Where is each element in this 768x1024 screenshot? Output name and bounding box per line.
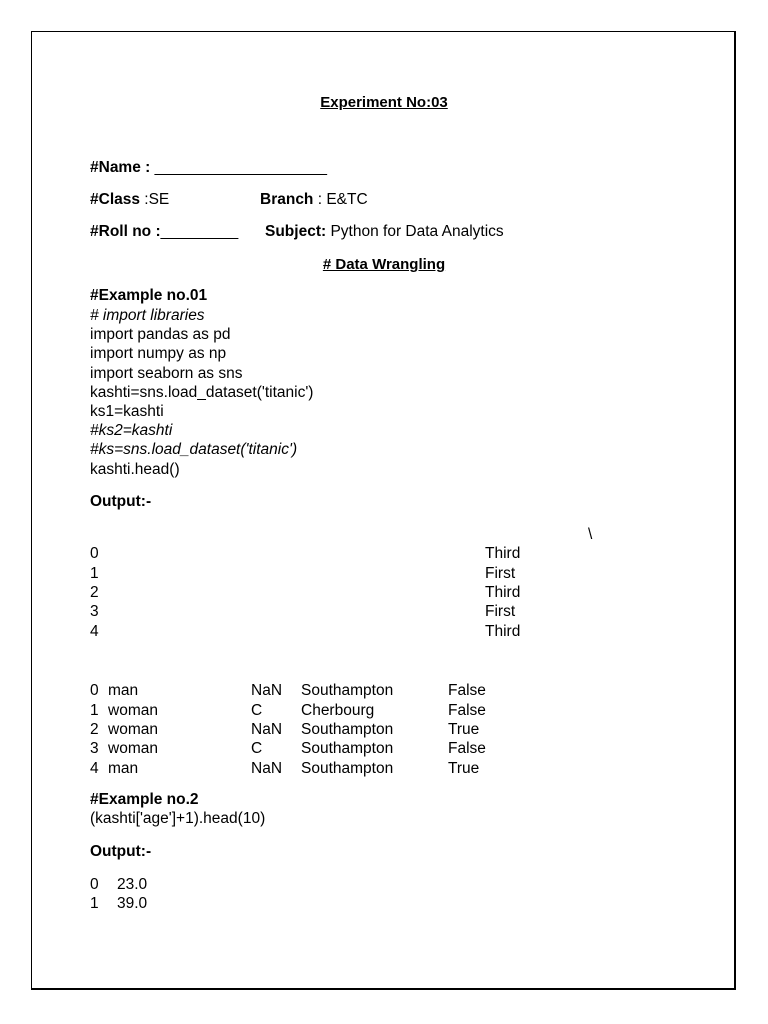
table-cell: C <box>251 740 263 758</box>
table-cell: Cherbourg <box>301 701 375 719</box>
table-header-cell: \ <box>588 526 593 543</box>
branch-label: Branch <box>260 191 314 208</box>
experiment-title: Experiment No:03 <box>320 94 448 111</box>
code-line: import seaborn as sns <box>90 364 243 382</box>
table-cell: 0 <box>90 682 99 700</box>
subject-line <box>265 223 504 241</box>
table-cell: False <box>448 701 486 719</box>
code-line: # import libraries <box>90 307 205 324</box>
table-cell: Third <box>485 545 521 563</box>
table-cell: First <box>485 564 516 582</box>
subject-value: Python for Data Analytics <box>326 223 504 240</box>
branch-line <box>260 191 368 209</box>
name-blank: ____________________ <box>154 159 328 176</box>
table-cell: Southampton <box>301 682 394 700</box>
table-cell: Third <box>485 583 521 601</box>
example2-code: (kashti['age']+1).head(10) <box>90 810 266 827</box>
table-cell: 0 <box>90 545 99 563</box>
table-cell: 1 <box>90 564 99 582</box>
table-cell: woman <box>108 740 158 758</box>
example2-heading: #Example no.2 <box>90 791 199 808</box>
table-cell: 3 <box>90 740 99 758</box>
roll-blank: _________ <box>160 223 239 240</box>
code-line: #ks=sns.load_dataset('titanic') <box>90 441 298 459</box>
class-label: #Class <box>90 191 140 208</box>
table-cell: False <box>448 740 486 758</box>
table-cell: Southampton <box>301 740 394 758</box>
name-label: #Name : <box>90 159 151 176</box>
table-cell: True <box>448 720 480 738</box>
table-cell: 3 <box>90 603 99 621</box>
table-cell: 1 <box>90 701 99 719</box>
roll-line <box>90 223 238 241</box>
table-cell: 0 <box>90 876 99 893</box>
table-cell: False <box>448 682 486 700</box>
table-cell: Southampton <box>301 759 394 777</box>
table-cell: C <box>251 701 263 719</box>
table-cell: Southampton <box>301 720 394 738</box>
code-line: ks1=kashti <box>90 403 164 421</box>
code-line: kashti=sns.load_dataset('titanic') <box>90 383 314 401</box>
table-cell: woman <box>108 720 158 738</box>
class-line <box>90 191 169 209</box>
code-line: import pandas as pd <box>90 326 231 344</box>
table-cell: NaN <box>251 682 283 700</box>
table-cell: 4 <box>90 759 99 777</box>
table-cell: 2 <box>90 583 99 601</box>
example1-code <box>90 306 313 479</box>
table-cell: NaN <box>251 759 283 777</box>
table-cell: man <box>108 682 139 700</box>
code-line: import numpy as np <box>90 345 227 363</box>
branch-value: : E&TC <box>313 191 368 208</box>
code-line: kashti.head() <box>90 460 180 478</box>
table-cell: Third <box>485 622 521 640</box>
example1-output-label: Output:- <box>90 493 152 510</box>
example2-output-label: Output:- <box>90 843 152 860</box>
section-title: # Data Wrangling <box>322 256 446 273</box>
table-cell: 23.0 <box>117 876 148 893</box>
table-cell: 39.0 <box>117 895 148 913</box>
table-cell: man <box>108 759 139 777</box>
name-line <box>90 159 327 177</box>
code-line: #ks2=kashti <box>90 422 173 440</box>
table-cell: woman <box>108 701 158 719</box>
subject-label: Subject: <box>265 223 327 240</box>
table-cell: NaN <box>251 720 283 738</box>
table-cell: 2 <box>90 720 99 738</box>
table-cell: 1 <box>90 895 99 913</box>
roll-label: #Roll no : <box>90 223 161 240</box>
table-cell: First <box>485 603 516 621</box>
table-cell: 4 <box>90 622 99 640</box>
table-cell: True <box>448 759 480 777</box>
example1-heading: #Example no.01 <box>90 287 208 304</box>
class-value: :SE <box>139 191 170 208</box>
